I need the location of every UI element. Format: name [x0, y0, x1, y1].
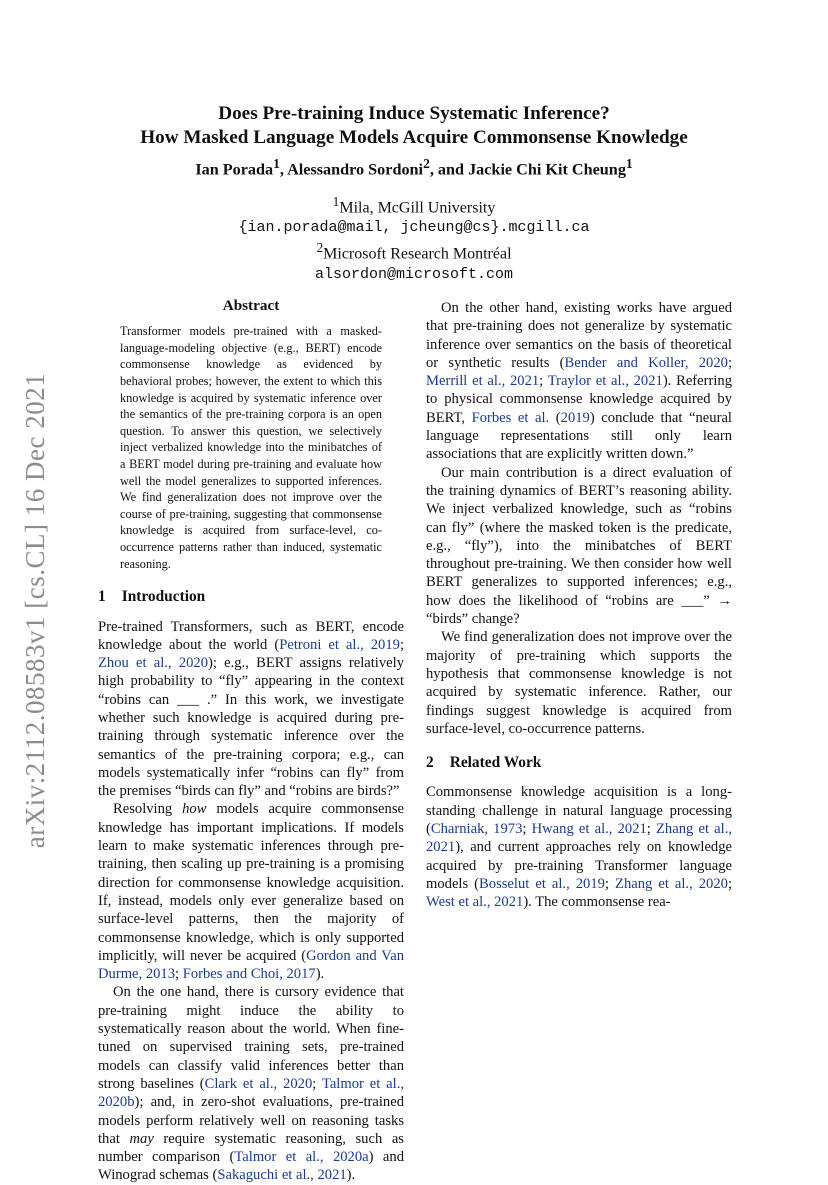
- text-run: On the one hand, there is cursory evidence that pre-training might induce the ability to systematically reason about the world. When fine-tuned on supervised training sets, pre-trained models can classify valid inferences better than strong baselines (: [98, 984, 404, 1092]
- emphasis: may: [129, 1130, 154, 1147]
- affiliation-marker: 1: [273, 156, 280, 171]
- author-list: [80, 156, 748, 179]
- citation-link[interactable]: Zhang et al., 2021: [426, 821, 732, 856]
- citation-link[interactable]: Zhou et al., 2020: [98, 655, 209, 672]
- affiliation-marker: 1: [332, 194, 340, 209]
- text-run: ), and current approaches rely on knowledge acquired by pre-training Transformer language models (: [426, 839, 732, 892]
- text-run: ) conclude that “neural language representations still only learn associations that are explicitly written down.”: [426, 409, 732, 463]
- text-run: Resolving: [113, 801, 183, 818]
- section-title: Related Work: [449, 754, 542, 772]
- author-name: Alessandro Sordoni: [287, 160, 424, 179]
- affiliation-2: [80, 238, 748, 264]
- citation-link[interactable]: 2019: [560, 409, 590, 426]
- text-run: On the other hand, existing works have argued that pre-training does not generalize by systematic inference over semantics on the basis of theoretical or synthetic results (: [426, 300, 732, 371]
- arxiv-id-text: arXiv:2112.08583v1 [cs.CL] 16 Dec 2021: [20, 372, 51, 848]
- title-line-2: How Masked Language Models Acquire Commonsense Knowledge: [140, 127, 688, 148]
- affiliation-marker: 1: [625, 156, 633, 171]
- citation-link[interactable]: Charniak, 1973: [430, 821, 523, 838]
- text-run: require systematic reasoning, such as number comparison (: [98, 1130, 404, 1166]
- text-run: ;: [727, 875, 732, 892]
- text-run: ;: [522, 821, 532, 838]
- section-title: Introduction: [121, 588, 206, 606]
- affiliation-name: Microsoft Research Montréal: [323, 245, 512, 263]
- intro-paragraph-6: We find generalization does not improve over the majority of pre-training which supports the hypothesis that commonsense knowledge is not acquired by systematic inference. Rather, our findings suggest knowledge is acquired from surface-level, co-occurrence patterns.: [426, 629, 732, 737]
- citation-link[interactable]: Petroni et al., 2019: [279, 636, 400, 653]
- text-run: models acquire commonsense knowledge has important implications. If models learn to make systematic inferences through pre-training, then scaling up pre-training is a promising direction for commonsense knowledge acquisition. If, instead, models only ever generalize based on surface-level patterns, then the majority of commonsense knowledge, which is only supported implicitly, will never be acquired (: [98, 801, 404, 964]
- text-run: ). Referring to physical commonsense knowledge acquired by BERT,: [426, 373, 732, 426]
- text-run: ;: [399, 636, 404, 653]
- affiliation-1: [80, 192, 748, 218]
- emphasis: how: [182, 801, 207, 818]
- intro-paragraph-2: [98, 800, 404, 983]
- affiliations: [80, 192, 748, 285]
- right-column: [426, 299, 732, 912]
- abstract-body: Transformer models pre-trained with a masked-language-modeling objective (e.g., BERT) encode commonsense knowledge as evidenced by behavioral probes; however, the extent to which this knowledge is acquired by systematic inference over the semantics of the pre-training corpora is an open question. To answer this question, we selectively inject verbalized knowledge into the minibatches of a BERT model during pre-training and evaluate how well the model generalizes to supported inferences. We find generalization does not improve over the course of pre-training, suggesting that commonsense knowledge is acquired from surface-level, co-occurrence patterns rather than induced, systematic reasoning.: [120, 324, 382, 571]
- text-run: Commonsense knowledge acquisition is a long-standing challenge in natural language processing (: [426, 784, 732, 838]
- citation-link[interactable]: Gordon and Van Durme, 2013: [98, 947, 404, 983]
- paper-title: [80, 102, 748, 150]
- section-heading-introduction: [98, 588, 404, 606]
- author-separator: ,: [279, 160, 288, 179]
- author-name: Jackie Chi Kit Cheung: [468, 160, 626, 179]
- arxiv-identifier: [16, 370, 56, 850]
- affiliation-marker: 2: [316, 240, 324, 256]
- text-run: (: [549, 409, 561, 426]
- text-run: ;: [646, 821, 657, 838]
- author-separator: , and: [429, 160, 469, 179]
- section-heading-related-work: [426, 754, 732, 772]
- email-2[interactable]: alsordon@microsoft.com: [314, 265, 514, 283]
- text-run: ;: [539, 373, 548, 390]
- citation-link[interactable]: Clark et al., 2020: [204, 1075, 313, 1092]
- citation-link[interactable]: Zhang et al., 2020: [615, 875, 728, 892]
- intro-paragraph-4: [426, 299, 732, 464]
- text-run: ;: [727, 354, 732, 371]
- text-run: ).: [346, 1167, 356, 1184]
- intro-paragraph-3: [98, 983, 404, 1184]
- text-run: Pre-trained Transformers, such as BERT, encode knowledge about the world (: [98, 618, 404, 653]
- citation-link[interactable]: Forbes et al.: [471, 409, 550, 426]
- citation-link[interactable]: Talmor et al., 2020b: [98, 1075, 405, 1111]
- affiliation-marker: 2: [423, 156, 430, 171]
- text-run: ); e.g., BERT assigns relatively high probability to “fly” appearing in the context “robins can ___ .” In this work, we investigate whether such knowledge is acquired during pre-training through systematic inference over the semantics of the pre-training corpora; e.g., can models systematically infer “robins can fly” from the premises “birds can fly” and “robins are birds?”: [98, 655, 404, 800]
- citation-link[interactable]: Forbes and Choi, 2017: [182, 966, 316, 983]
- affiliation-name: Mila, McGill University: [339, 199, 496, 217]
- citation-link[interactable]: West et al., 2021: [426, 894, 524, 911]
- section-number: 2: [426, 754, 434, 772]
- email-1[interactable]: {ian.porada@mail, jcheung@cs}.mcgill.ca: [238, 219, 590, 237]
- citation-link[interactable]: Traylor et al., 2021: [547, 373, 663, 390]
- text-run: ). The commonsense rea-: [523, 894, 671, 911]
- intro-paragraph-1: [98, 618, 404, 801]
- citation-link[interactable]: Bender and Koller, 2020: [564, 354, 728, 371]
- abstract-heading: Abstract: [222, 297, 280, 314]
- text-run: ); and, in zero-shot evaluations, pre-trained models perform relatively well on reasoning tasks that: [98, 1094, 404, 1147]
- citation-link[interactable]: Talmor et al., 2020a: [234, 1149, 369, 1166]
- text-run: ) and Winograd schemas (: [98, 1149, 404, 1184]
- text-run: ;: [175, 966, 183, 983]
- intro-paragraph-5: Our main contribution is a direct evaluation of the training dynamics of BERT’s reasoning ability. We inject verbalized knowledge, such as “robins can fly” (where the masked token is the predicate, e.g., “fly”), into the minibatches of BERT throughout pre-training. We then consider how well BERT generalizes to supported inferences; e.g., how does the likelihood of “robins are ___” → “birds” change?: [426, 464, 732, 628]
- citation-link[interactable]: Hwang et al., 2021: [531, 821, 647, 838]
- text-run: ;: [604, 875, 616, 892]
- related-paragraph-1: [426, 783, 732, 911]
- section-number: 1: [98, 588, 106, 606]
- text-run: ;: [312, 1075, 322, 1092]
- title-line-1: Does Pre-training Induce Systematic Inference?: [218, 103, 610, 124]
- citation-link[interactable]: Bosselut et al., 2019: [479, 875, 605, 892]
- text-run: ).: [315, 966, 325, 983]
- author-name: Ian Porada: [195, 160, 274, 179]
- left-column: [98, 297, 404, 1185]
- citation-link[interactable]: Merrill et al., 2021: [426, 373, 540, 390]
- citation-link[interactable]: Sakaguchi et al., 2021: [217, 1167, 347, 1184]
